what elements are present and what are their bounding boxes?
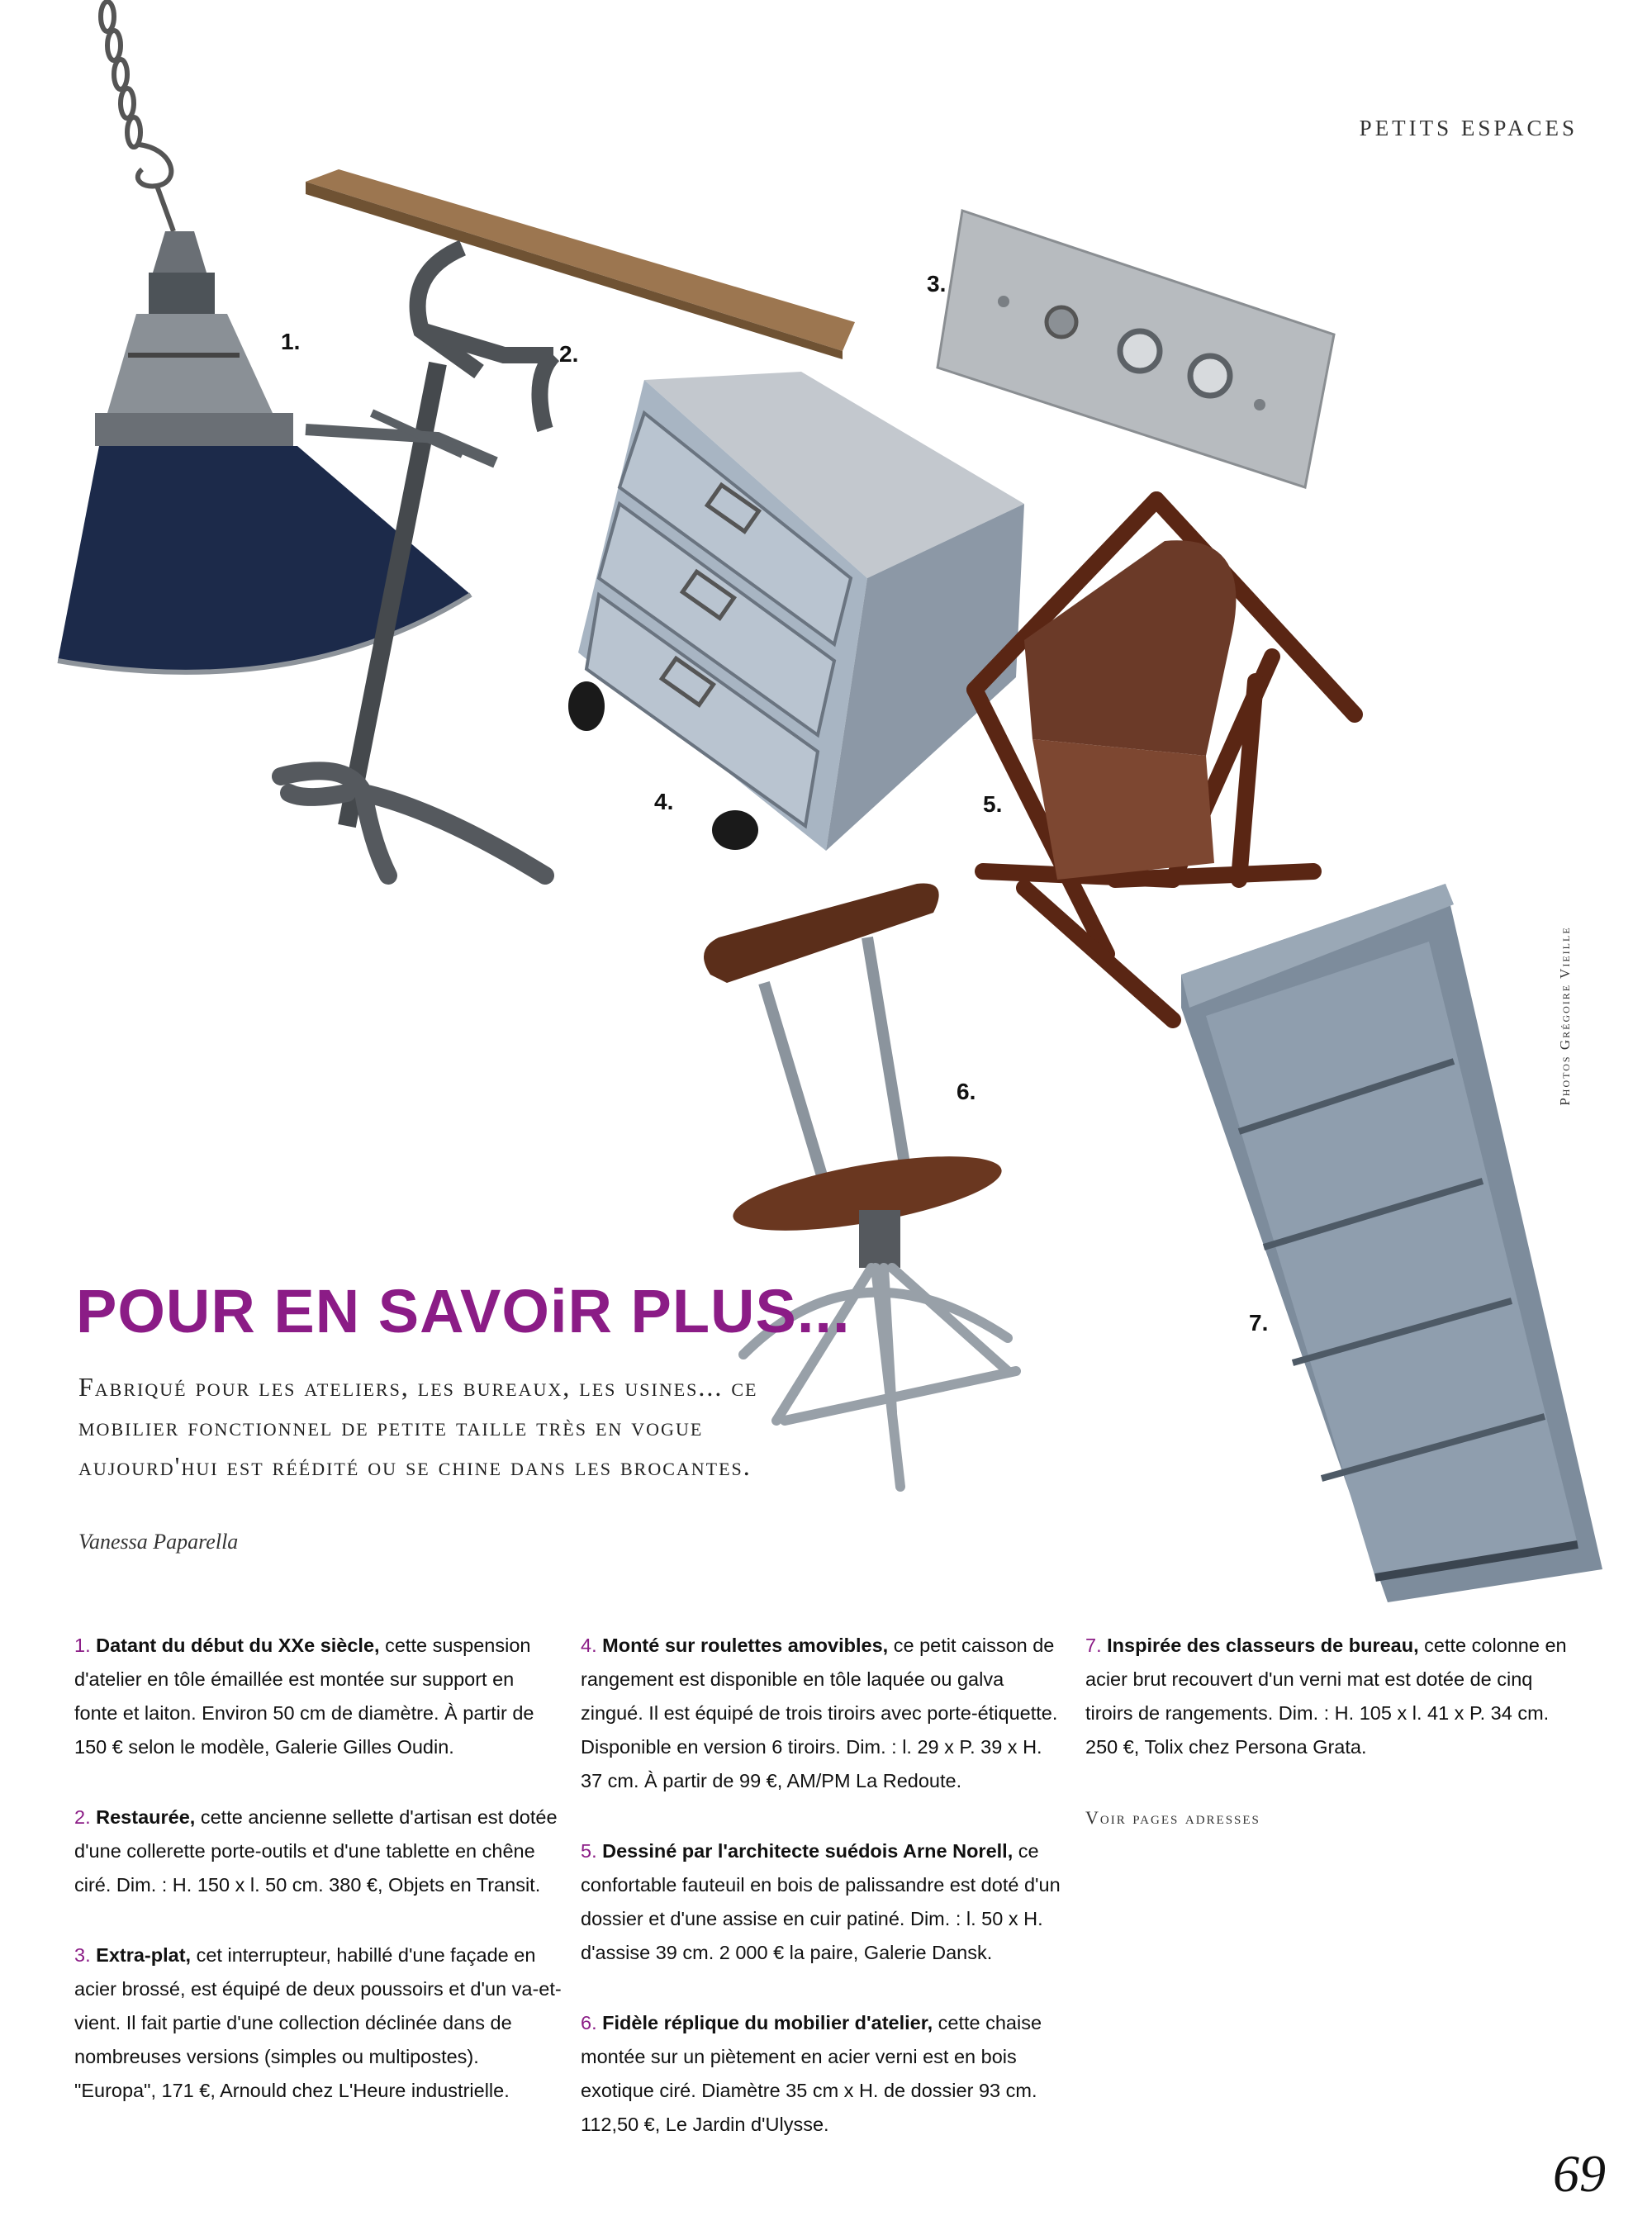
label-5: 5. [983, 791, 1003, 817]
column-2 [581, 1629, 1068, 2178]
author: Vanessa Paparella [78, 1530, 239, 1554]
item-number: 3. [74, 1944, 91, 1966]
item-text: cet interrupteur, habillé d'une façade en acier brossé, est équipé de deux poussoirs et d'un va-et-vient. Il fait partie d'une collection déclinée dans de nombreuses versions (simples ou multipostes). "Europa", 171 €, Arnould chez L'Heure industrielle. [74, 1944, 562, 2101]
see-addresses-link[interactable]: Voir pages adresses [1085, 1807, 1260, 1828]
item-number: 6. [581, 2012, 597, 2033]
intro-text: Fabriqué pour les ateliers, les bureaux, les usines... ce mobilier fonctionnel de petite taille très en vogue aujourd'hui est réédité ou se chine dans les brocantes. [78, 1372, 758, 1481]
label-7: 7. [1249, 1310, 1269, 1336]
item-lead: Extra-plat, [96, 1944, 192, 1966]
photo-credit: Photos Grégoire Vieille [1557, 926, 1573, 1106]
item-lead: Datant du début du XXe siècle, [96, 1635, 380, 1656]
item-number: 7. [1085, 1635, 1102, 1656]
item-number: 4. [581, 1635, 597, 1656]
item-3 [74, 1938, 562, 2108]
item-number: 5. [581, 1840, 597, 1862]
item-lead: Inspirée des classeurs de bureau, [1107, 1635, 1419, 1656]
label-6: 6. [957, 1079, 976, 1104]
headline: POUR EN SAVOiR PLUS... [76, 1277, 851, 1345]
label-4: 4. [654, 789, 674, 814]
column-1 [74, 1629, 562, 2144]
item-lead: Restaurée, [96, 1806, 196, 1828]
item-1 [74, 1629, 562, 1764]
product-filing-column-image [1181, 884, 1652, 1611]
item-number: 1. [74, 1635, 91, 1656]
item-2 [74, 1801, 562, 1902]
item-number: 2. [74, 1806, 91, 1828]
item-text: ce petit caisson de rangement est disponible en tôle laquée ou galva zingué. Il est équipé de trois tiroirs avec porte-étiquette. Disponible en version 6 tiroirs. Dim. : l. 29 x P. 39 x H. 37 cm. À partir de 99 €, AM/PM La Redoute. [581, 1635, 1058, 1791]
item-4 [581, 1629, 1068, 1798]
item-lead: Dessiné par l'architecte suédois Arne Norell, [602, 1840, 1014, 1862]
item-7 [1085, 1629, 1573, 1764]
item-6 [581, 2006, 1068, 2142]
item-5 [581, 1834, 1068, 1970]
item-text: cette colonne en acier brut recouvert d'un verni mat est dotée de cinq tiroirs de rangements. Dim. : H. 105 x l. 41 x P. 34 cm. 250 €, Tolix chez Persona Grata. [1085, 1635, 1567, 1758]
label-1: 1. [281, 329, 301, 354]
label-3: 3. [927, 271, 947, 297]
item-text: cette suspension d'atelier en tôle émaillée est montée sur support en fonte et laiton. Environ 50 cm de diamètre. À partir de 150 € selon le modèle, Galerie Gilles Oudin. [74, 1635, 534, 1758]
item-text: cette ancienne sellette d'artisan est dotée d'une collerette porte-outils et d'une tablette en chêne ciré. Dim. : H. 150 x l. 50 cm. 380 €, Objets en Transit. [74, 1806, 558, 1896]
column-3 [1085, 1629, 1573, 1834]
item-lead: Fidèle réplique du mobilier d'atelier, [602, 2012, 933, 2033]
label-2: 2. [559, 341, 579, 367]
item-text: cette chaise montée sur un piètement en acier verni est en bois exotique ciré. Diamètre 35 cm x H. de dossier 93 cm. 112,50 €, Le Jardin d'Ulysse. [581, 2012, 1042, 2135]
item-text: ce confortable fauteuil en bois de palissandre est doté d'un dossier et d'une assise en cuir patiné. Dim. : l. 50 x H. d'assise 39 cm. 2 000 € la paire, Galerie Dansk. [581, 1840, 1061, 1963]
section-label: PETITS ESPACES [1359, 116, 1578, 140]
page-number: 69 [1553, 2144, 1606, 2203]
item-lead: Monté sur roulettes amovibles, [602, 1635, 889, 1656]
